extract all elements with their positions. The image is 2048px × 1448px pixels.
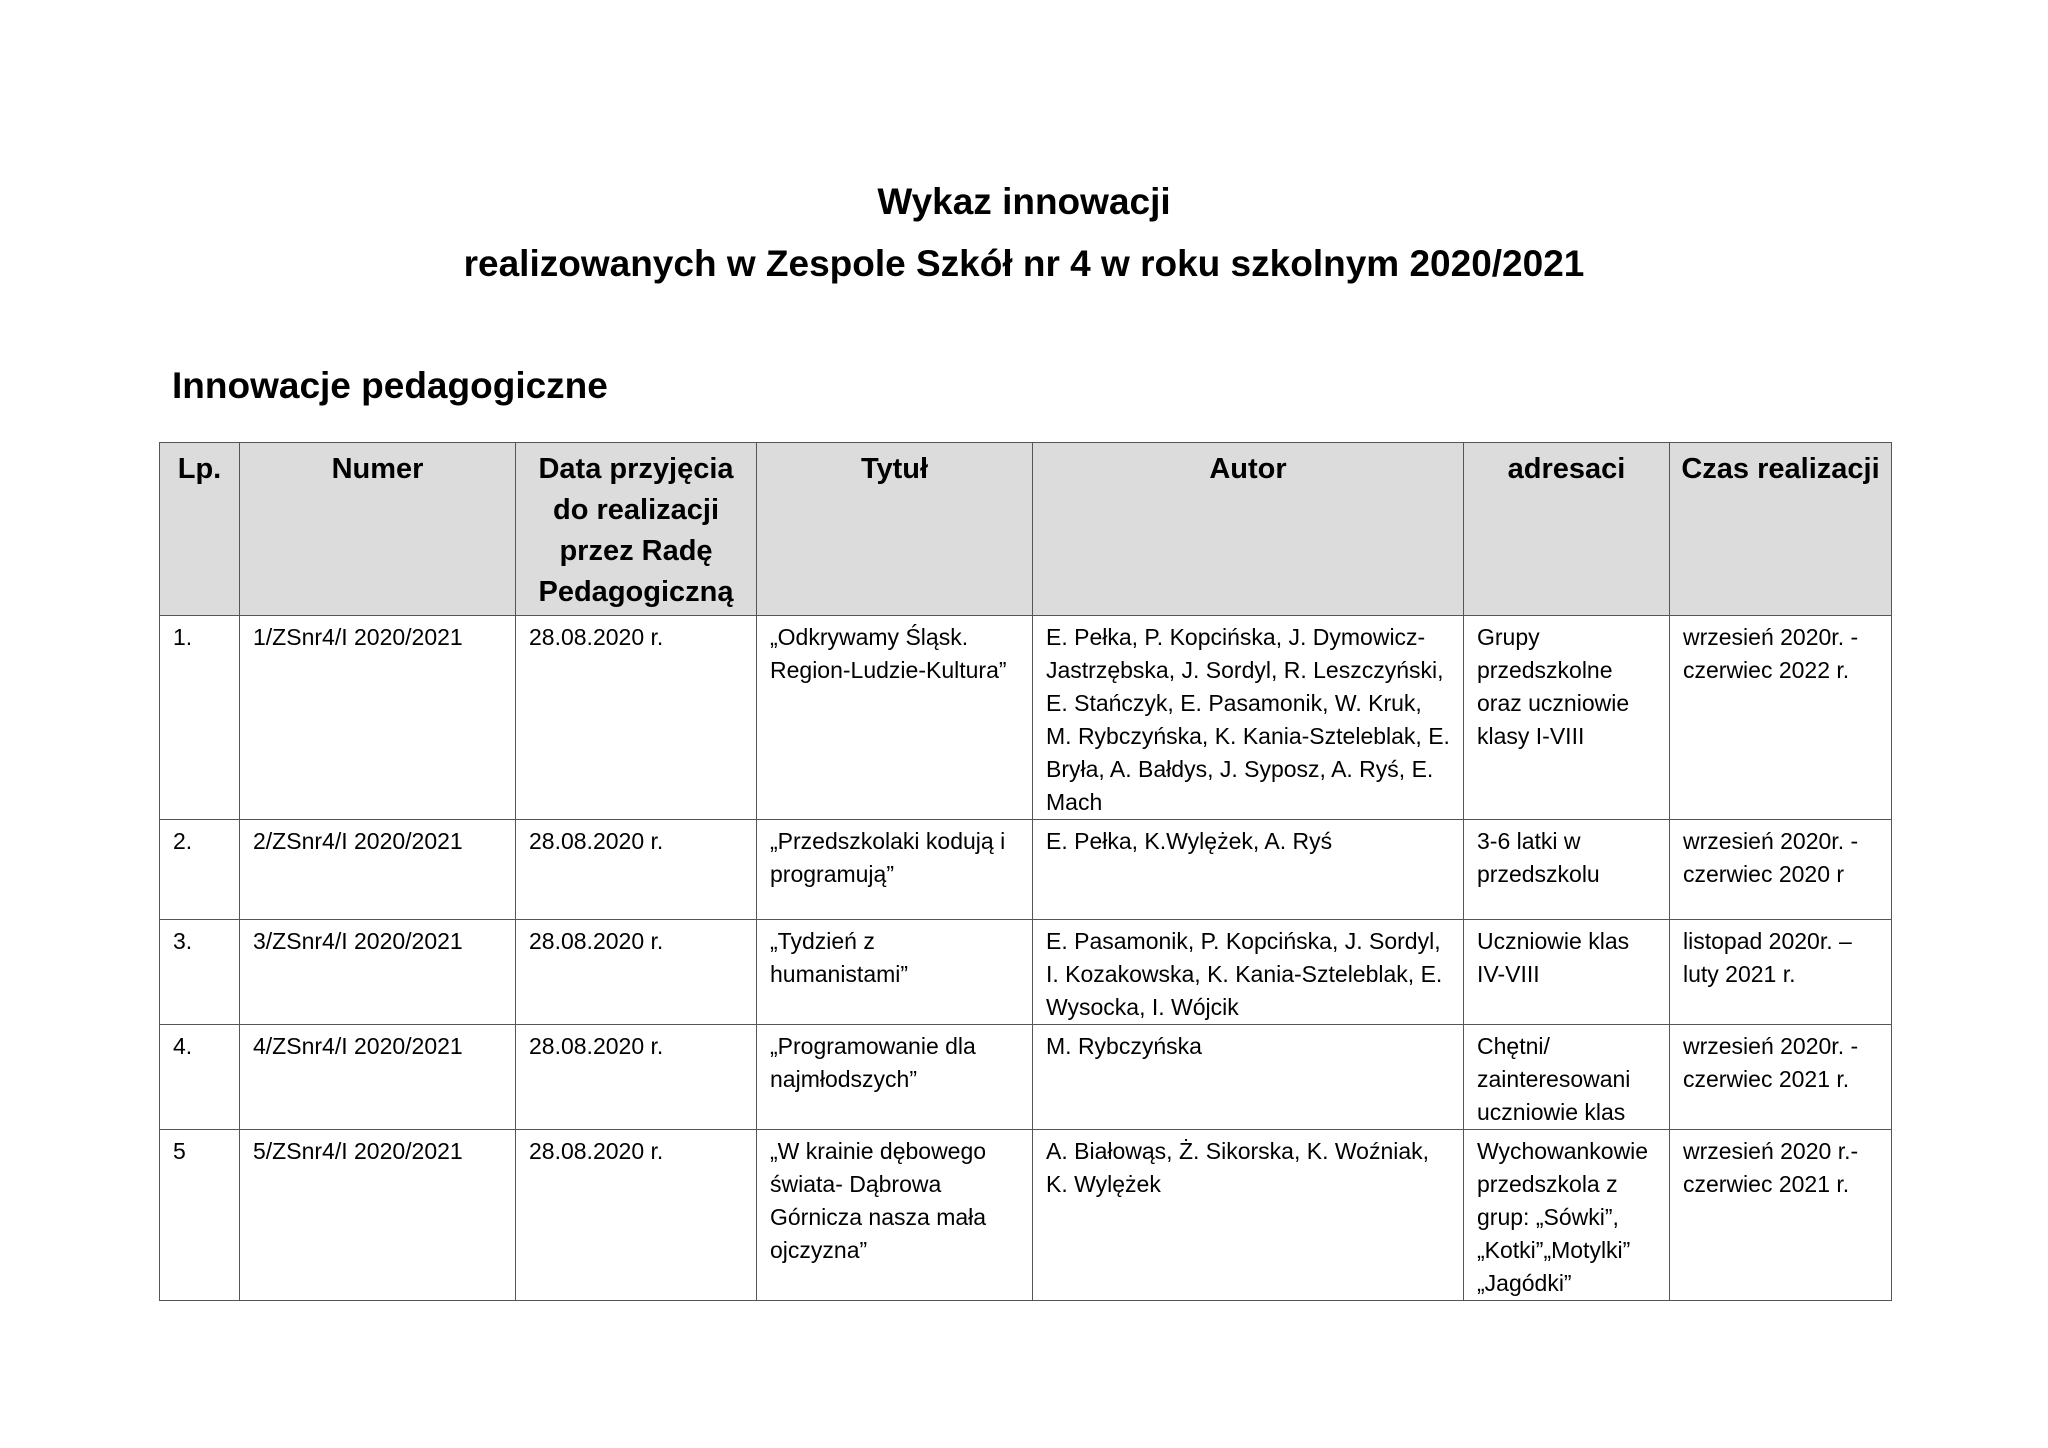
innovations-table	[159, 442, 1892, 1301]
cell-adresaci: Chętni/ zainteresowani uczniowie klas	[1464, 1025, 1670, 1130]
cell-lp: 4.	[160, 1025, 240, 1130]
cell-adresaci: Wychowankowie przedszkola z grup: „Sówki”, „Kotki”„Motylki” „Jagódki”	[1464, 1130, 1670, 1301]
header-numer: Numer	[240, 443, 516, 616]
table-row	[160, 920, 1892, 1025]
cell-lp: 3.	[160, 920, 240, 1025]
table-row	[160, 1025, 1892, 1130]
cell-autor: E. Pasamonik, P. Kopcińska, J. Sordyl, I. Kozakowska, K. Kania-Szteleblak, E. Wysocka, I. Wójcik	[1033, 920, 1464, 1025]
header-lp: Lp.	[160, 443, 240, 616]
cell-autor: A. Białowąs, Ż. Sikorska, K. Woźniak, K. Wylężek	[1033, 1130, 1464, 1301]
cell-adresaci: 3-6 latki w przedszkolu	[1464, 820, 1670, 920]
cell-autor: E. Pełka, K.Wylężek, A. Ryś	[1033, 820, 1464, 920]
cell-numer: 3/ZSnr4/I 2020/2021	[240, 920, 516, 1025]
table-row	[160, 616, 1892, 820]
cell-data: 28.08.2020 r.	[516, 1025, 757, 1130]
cell-czas: wrzesień 2020 r.- czerwiec 2021 r.	[1670, 1130, 1892, 1301]
section-heading: Innowacje pedagogiczne	[172, 365, 608, 406]
cell-tytul: „Odkrywamy Śląsk. Region-Ludzie-Kultura”	[757, 616, 1033, 820]
cell-adresaci: Grupy przedszkolne oraz uczniowie klasy I-VIII	[1464, 616, 1670, 820]
cell-tytul: „W krainie dębowego świata- Dąbrowa Górnicza nasza mała ojczyzna”	[757, 1130, 1033, 1301]
table-row	[160, 1130, 1892, 1301]
cell-czas: wrzesień 2020r. - czerwiec 2021 r.	[1670, 1025, 1892, 1130]
cell-numer: 2/ZSnr4/I 2020/2021	[240, 820, 516, 920]
header-data: Data przyjęcia do realizacji przez Radę Pedagogiczną	[516, 443, 757, 616]
header-autor: Autor	[1033, 443, 1464, 616]
cell-lp: 5	[160, 1130, 240, 1301]
cell-lp: 1.	[160, 616, 240, 820]
cell-lp: 2.	[160, 820, 240, 920]
cell-data: 28.08.2020 r.	[516, 820, 757, 920]
table-header-row	[160, 443, 1892, 616]
cell-numer: 4/ZSnr4/I 2020/2021	[240, 1025, 516, 1130]
header-czas: Czas realizacji	[1670, 443, 1892, 616]
cell-adresaci: Uczniowie klas IV-VIII	[1464, 920, 1670, 1025]
cell-data: 28.08.2020 r.	[516, 616, 757, 820]
cell-numer: 1/ZSnr4/I 2020/2021	[240, 616, 516, 820]
cell-data: 28.08.2020 r.	[516, 920, 757, 1025]
cell-tytul: „Przedszkolaki kodują i programują”	[757, 820, 1033, 920]
document-title: Wykaz innowacji	[877, 181, 1171, 222]
cell-tytul: „Tydzień z humanistami”	[757, 920, 1033, 1025]
cell-tytul: „Programowanie dla najmłodszych”	[757, 1025, 1033, 1130]
table-row	[160, 820, 1892, 920]
document-subtitle: realizowanych w Zespole Szkół nr 4 w roku szkolnym 2020/2021	[463, 243, 1585, 284]
cell-autor: M. Rybczyńska	[1033, 1025, 1464, 1130]
header-adresaci: adresaci	[1464, 443, 1670, 616]
cell-data: 28.08.2020 r.	[516, 1130, 757, 1301]
cell-czas: listopad 2020r. – luty 2021 r.	[1670, 920, 1892, 1025]
cell-numer: 5/ZSnr4/I 2020/2021	[240, 1130, 516, 1301]
header-tytul: Tytuł	[757, 443, 1033, 616]
cell-czas: wrzesień 2020r. - czerwiec 2020 r	[1670, 820, 1892, 920]
cell-autor: E. Pełka, P. Kopcińska, J. Dymowicz-Jastrzębska, J. Sordyl, R. Leszczyński, E. Stańczyk, E. Pasamonik, W. Kruk, M. Rybczyńska, K. Kania-Szteleblak, E. Bryła, A. Bałdys, J. Syposz, A. Ryś, E. Mach	[1033, 616, 1464, 820]
cell-czas: wrzesień 2020r. - czerwiec 2022 r.	[1670, 616, 1892, 820]
